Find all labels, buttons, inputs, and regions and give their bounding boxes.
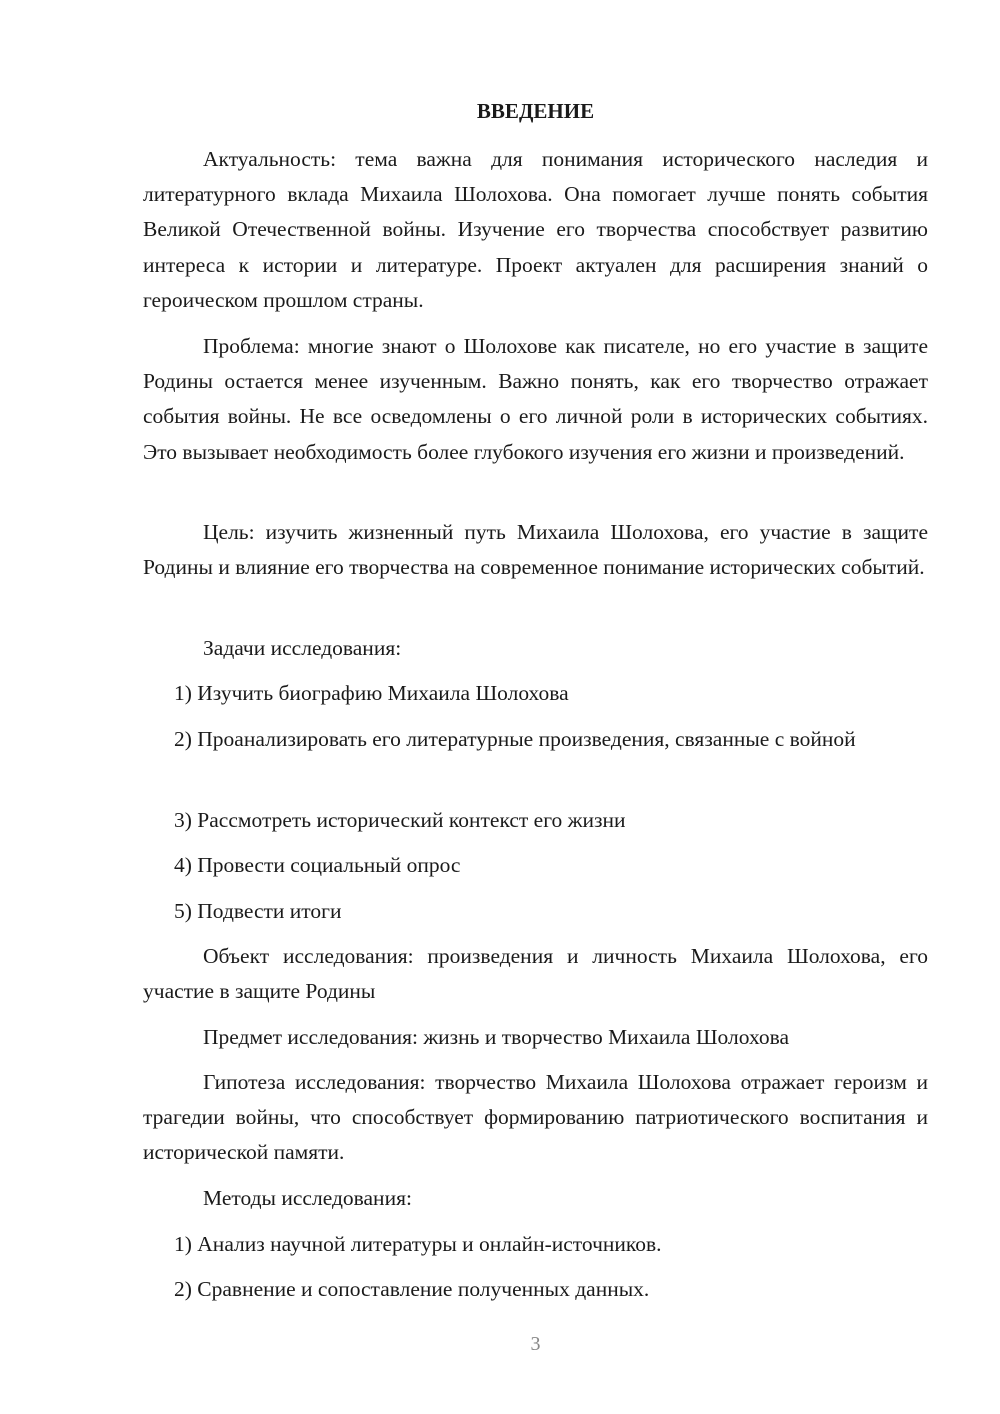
page-number: 3: [530, 1333, 541, 1355]
methods-heading: Методы исследования:: [203, 1186, 412, 1210]
problem-paragraph: Проблема: многие знают о Шолохове как писателе, но его участие в защите Родины остается менее изученным. Важно понять, как его творчество отражает события войны. Не все осведомлены о его личной роли в исторических событиях. Это вызывает необходимость более глубокого изучения его жизни и произведений.: [143, 334, 928, 464]
hypothesis-paragraph: Гипотеза исследования: творчество Михаила Шолохова отражает героизм и трагедии войны, что способствует формированию патриотического воспитания и исторической памяти.: [143, 1070, 928, 1165]
task-item: 4) Провести социальный опрос: [174, 853, 461, 877]
task-item: 1) Изучить биографию Михаила Шолохова: [174, 681, 569, 705]
section-title: ВВЕДЕНИЕ: [476, 99, 595, 123]
method-item: 2) Сравнение и сопоставление полученных данных.: [174, 1277, 650, 1301]
task-item: 5) Подвести итоги: [174, 899, 342, 923]
object-paragraph: Объект исследования: произведения и личность Михаила Шолохова, его участие в защите Родины: [143, 944, 928, 1004]
document-page: [143, 0, 928, 1414]
subject-paragraph: Предмет исследования: жизнь и творчество Михаила Шолохова: [203, 1025, 790, 1049]
tasks-heading: Задачи исследования:: [203, 636, 402, 660]
task-item: 2) Проанализировать его литературные произведения, связанные с войной: [174, 727, 856, 751]
task-item: 3) Рассмотреть исторический контекст его жизни: [174, 808, 626, 832]
relevance-paragraph: Актуальность: тема важна для понимания исторического наследия и литературного вклада Михаила Шолохова. Она помогает лучше понять события Великой Отечественной войны. Изучение его творчества способствует развитию интереса к истории и литературе. Проект актуален для расширения знаний о героическом прошлом страны.: [143, 147, 928, 312]
method-item: 1) Анализ научной литературы и онлайн-источников.: [174, 1232, 662, 1256]
goal-paragraph: Цель: изучить жизненный путь Михаила Шолохова, его участие в защите Родины и влияние его творчества на современное понимание исторических событий.: [143, 520, 928, 580]
